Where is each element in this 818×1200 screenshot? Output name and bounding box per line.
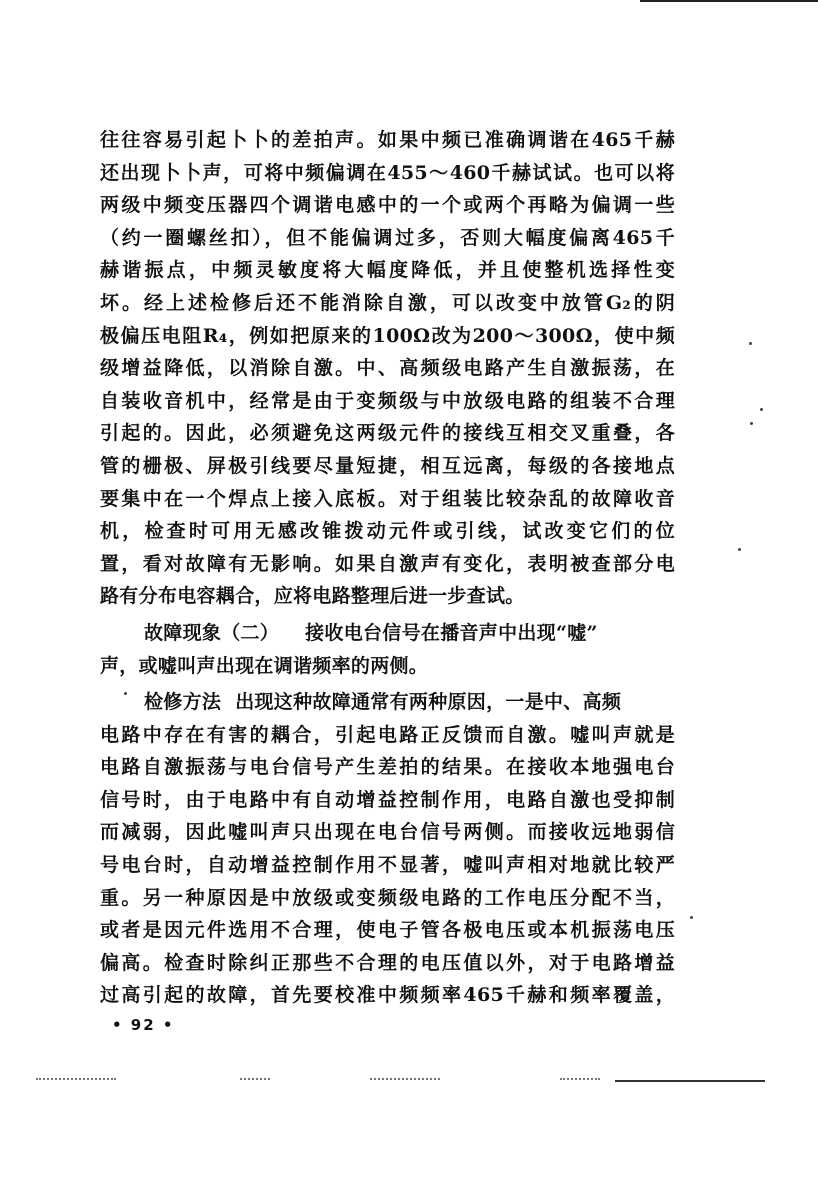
page-number: • 92 • bbox=[112, 1016, 175, 1034]
text-line: 信号时，由于电路中有自动增益控制作用，电路自激也受抑制 bbox=[100, 788, 675, 811]
text-line: 过高引起的故障，首先要校准中频频率465千赫和频率覆盖， bbox=[100, 984, 675, 1007]
scan-speck bbox=[750, 422, 753, 425]
text-line: 声，或嘘叫声出现在调谐频率的两侧。 bbox=[100, 654, 429, 677]
bottom-edge-rule bbox=[615, 1080, 765, 1082]
text-line: 极偏压电阻R₄，例如把原来的100Ω改为200～300Ω，使中频 bbox=[100, 324, 675, 347]
text-line: 电路自激振荡与电台信号产生差拍的结果。在接收本地强电台 bbox=[100, 756, 675, 779]
text-line: 偏高。检查时除纠正那些不合理的电压值以外，对于电路增益 bbox=[100, 951, 675, 974]
top-edge-rule bbox=[640, 0, 818, 2]
text-line: 号电台时，自动增益控制作用不显著，嘘叫声相对地就比较严 bbox=[100, 854, 675, 877]
text-line: 引起的。因此，必须避免这两级元件的接线互相交叉重叠，各 bbox=[100, 422, 675, 445]
fault-heading-label: 故障现象（二） bbox=[144, 621, 280, 644]
text-line: 置，看对故障有无影响。如果自激声有变化，表明被查部分电 bbox=[100, 552, 675, 575]
text-line: 级增益降低，以消除自激。中、高频级电路产生自激振荡，在 bbox=[100, 357, 675, 380]
repair-heading-line bbox=[100, 686, 675, 719]
text-line: 重。另一种原因是中放级或变频级电路的工作电压分配不当， bbox=[100, 886, 675, 909]
repair-heading-text: 出现这种故障通常有两种原因，一是中、高频 bbox=[235, 691, 622, 714]
fault-heading-text: 接收电台信号在播音声中出现“嘘” bbox=[305, 621, 598, 644]
fault-heading-line bbox=[100, 617, 675, 650]
body-text bbox=[100, 124, 675, 1012]
scan-dots bbox=[36, 1078, 116, 1082]
text-line: 赫谐振点，中频灵敏度将大幅度降低，并且使整机选择性变 bbox=[100, 259, 675, 282]
scan-speck bbox=[738, 548, 741, 551]
scan-dots bbox=[560, 1078, 600, 1082]
scan-speck bbox=[749, 342, 752, 345]
text-line: 两级中频变压器四个调谐电感中的一个或两个再略为偏调一些 bbox=[100, 194, 675, 217]
scan-dots bbox=[240, 1078, 270, 1082]
text-line: （约一圈螺丝扣），但不能偏调过多，否则大幅度偏离465千 bbox=[100, 226, 675, 249]
text-line: 路有分布电容耦合，应将电路整理后进一步查试。 bbox=[100, 585, 525, 608]
text-line: 或者是因元件选用不合理，使电子管各极电压或本机振荡电压 bbox=[100, 919, 675, 942]
text-line: 管的栅极、屏极引线要尽量短捷，相互远离，每级的各接地点 bbox=[100, 454, 675, 477]
text-line: 往往容易引起卜卜的差拍声。如果中频已准确调谐在465千赫 bbox=[100, 129, 675, 151]
text-line: 坏。经上述检修后还不能消除自激，可以改变中放管G₂的阴 bbox=[100, 291, 675, 314]
text-line: 还出现卜卜声，可将中频偏调在455～460千赫试试。也可以将 bbox=[100, 161, 675, 184]
repair-heading-label: 检修方法 bbox=[144, 691, 222, 714]
scan-speck bbox=[760, 408, 763, 411]
text-line: 而减弱，因此嘘叫声只出现在电台信号两侧。而接收远地弱信 bbox=[100, 821, 675, 844]
text-line: 机，检查时可用无感改锥拨动元件或引线，试改变它们的位 bbox=[100, 520, 675, 543]
text-line: 要集中在一个焊点上接入底板。对于组装比较杂乱的故障收音 bbox=[100, 487, 675, 510]
scan-speck bbox=[124, 692, 127, 695]
scan-dots bbox=[370, 1078, 440, 1082]
scan-speck bbox=[690, 916, 693, 919]
text-line: 电路中存在有害的耦合，引起电路正反馈而自激。嘘叫声就是 bbox=[100, 723, 675, 746]
text-line: 自装收音机中，经常是由于变频级与中放级电路的组装不合理 bbox=[100, 389, 675, 412]
